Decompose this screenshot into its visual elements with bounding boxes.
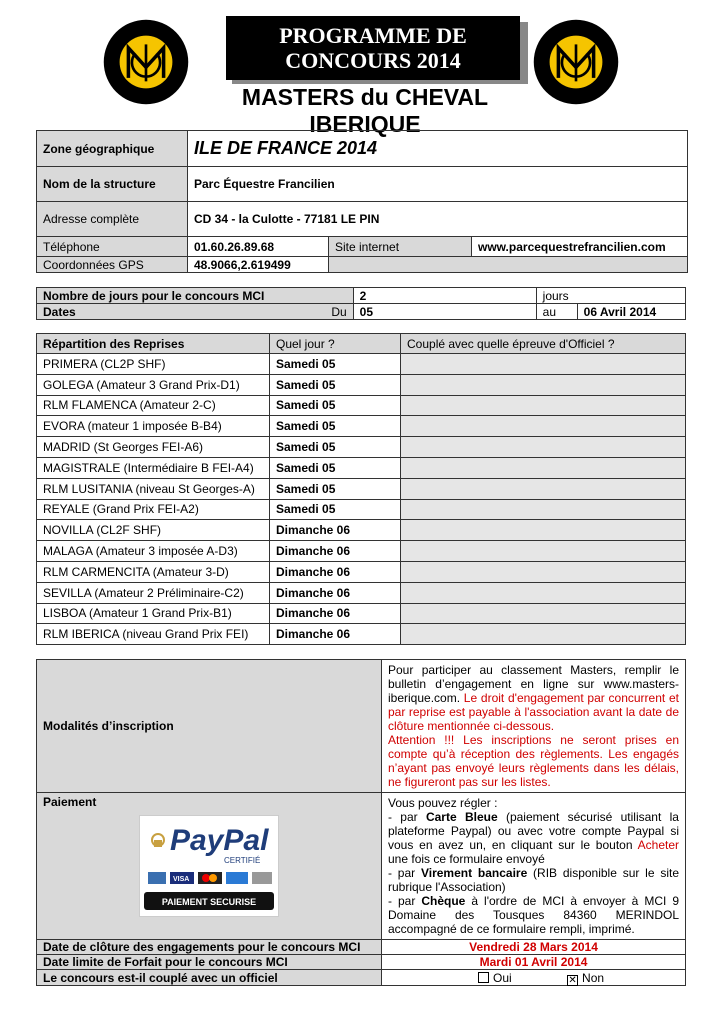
- reprise-name: PRIMERA (CL2P SHF): [37, 354, 270, 375]
- paiement-intro: Vous pouvez régler :: [388, 796, 498, 810]
- gps-value: 48.9066,2.619499: [188, 257, 329, 273]
- reprise-row: [37, 624, 686, 645]
- reprise-day: Dimanche 06: [270, 561, 401, 582]
- modalites-text2: Le droit d'engagement par concurrent et par reprise est payable à l'association avant la date de clôture mentionnée ci-dessous.: [388, 691, 679, 733]
- modalites-text: [382, 660, 686, 793]
- reprise-row: [37, 499, 686, 520]
- programme-line2: CONCOURS 2014: [285, 48, 461, 73]
- reprise-day: Dimanche 06: [270, 520, 401, 541]
- reprise-name: MALAGA (Amateur 3 imposée A-D3): [37, 541, 270, 562]
- jours-label: jours: [536, 288, 685, 304]
- couple-options: [382, 970, 686, 986]
- reprise-name: LISBOA (Amateur 1 Grand Prix-B1): [37, 603, 270, 624]
- reprise-name: RLM IBERICA (niveau Grand Prix FEI): [37, 624, 270, 645]
- paiement-vir-bold: Virement bancaire: [420, 866, 528, 880]
- reprise-name: NOVILLA (CL2F SHF): [37, 520, 270, 541]
- dates-label: Dates: [37, 304, 233, 320]
- acheter-link[interactable]: Acheter: [637, 838, 679, 852]
- reprise-row: [37, 354, 686, 375]
- nom-value: Parc Équestre Francilien: [188, 167, 688, 202]
- reprise-officiel[interactable]: [401, 499, 686, 520]
- reprises-header-name: Répartition des Reprises: [37, 334, 270, 354]
- reprise-row: [37, 561, 686, 582]
- reprise-name: MADRID (St Georges FEI-A6): [37, 437, 270, 458]
- reprise-day: Dimanche 06: [270, 603, 401, 624]
- paypal-badge-icon: [140, 816, 278, 916]
- reprise-row: [37, 603, 686, 624]
- reprise-name: RLM LUSITANIA (niveau St Georges-A): [37, 478, 270, 499]
- reprise-officiel[interactable]: [401, 416, 686, 437]
- modalites-text1: Pour participer au classement Masters, remplir le bulletin d’engagement en ligne sur www.masters-iberique.com.: [388, 663, 679, 705]
- reprise-officiel[interactable]: [401, 520, 686, 541]
- reprise-row: [37, 478, 686, 499]
- card-visa: VISA: [173, 876, 190, 883]
- paiement-cb-bold: Carte Bleue: [425, 810, 498, 824]
- nb-jours-value: 2: [353, 288, 536, 304]
- gps-empty: [329, 257, 688, 273]
- nb-jours-label: Nombre de jours pour le concours MCI: [37, 288, 354, 304]
- site-value[interactable]: www.parcequestrefrancilien.com: [472, 237, 688, 257]
- reprise-day: Samedi 05: [270, 374, 401, 395]
- du-label: Du: [232, 304, 353, 320]
- paypal-wordmark: PayPal: [170, 824, 269, 857]
- reprises-body: [37, 354, 686, 645]
- forfait-value: Mardi 01 Avril 2014: [382, 955, 686, 970]
- oui-label: Oui: [493, 970, 512, 985]
- reprise-name: MAGISTRALE (Intermédiaire B FEI-A4): [37, 457, 270, 478]
- reprise-name: EVORA (mateur 1 imposée B-B4): [37, 416, 270, 437]
- reprise-officiel[interactable]: [401, 561, 686, 582]
- reprise-officiel[interactable]: [401, 603, 686, 624]
- non-label: Non: [582, 970, 605, 985]
- forfait-label: Date limite de Forfait pour le concours MCI: [37, 955, 382, 970]
- reprise-name: REYALE (Grand Prix FEI-A2): [37, 499, 270, 520]
- mci-logo-right: [532, 18, 620, 106]
- paiement-vir-text: (RIB disponible sur le site rubrique l'Association): [388, 866, 679, 894]
- paypal-securise: PAIEMENT SECURISE: [161, 897, 257, 907]
- non-checkbox[interactable]: ✕: [568, 974, 577, 986]
- reprise-day: Dimanche 06: [270, 582, 401, 603]
- reprise-officiel[interactable]: [401, 541, 686, 562]
- tel-value: 01.60.26.89.68: [188, 237, 329, 257]
- reprises-header-day: Quel jour ?: [270, 334, 401, 354]
- couple-label: Le concours est-il couplé avec un officiel: [37, 970, 382, 986]
- au-label: au: [536, 304, 577, 320]
- paiement-text: [382, 793, 686, 940]
- du-value: 05: [353, 304, 536, 320]
- reprise-officiel[interactable]: [401, 624, 686, 645]
- paiement-chq-prefix: - par: [388, 894, 422, 908]
- reprise-officiel[interactable]: [401, 478, 686, 499]
- paypal-certifie: CERTIFIÉ: [224, 856, 261, 865]
- reprise-day: Dimanche 06: [270, 541, 401, 562]
- reprise-day: Samedi 05: [270, 395, 401, 416]
- reprise-day: Dimanche 06: [270, 624, 401, 645]
- reprise-officiel[interactable]: [401, 354, 686, 375]
- reprise-day: Samedi 05: [270, 457, 401, 478]
- tel-label: Téléphone: [37, 237, 188, 257]
- reprise-day: Samedi 05: [270, 437, 401, 458]
- paiement-cb-end: une fois ce formulaire envoyé: [388, 852, 545, 866]
- paiement-cb-text: (paiement sécurisé utilisant la plateforme Paypal) ou avec votre compte Paypal si vous en avez un, en cliquant sur le bouton: [388, 810, 679, 852]
- reprise-day: Samedi 05: [270, 354, 401, 375]
- reprise-name: RLM FLAMENCA (Amateur 2-C): [37, 395, 270, 416]
- mci-logo-left: [102, 18, 190, 106]
- reprise-row: [37, 437, 686, 458]
- oui-checkbox[interactable]: [478, 972, 489, 983]
- gps-label: Coordonnées GPS: [37, 257, 188, 273]
- zone-value: ILE DE FRANCE 2014: [188, 131, 688, 167]
- reprise-row: [37, 457, 686, 478]
- reprise-day: Samedi 05: [270, 499, 401, 520]
- reprises-table: [36, 333, 686, 645]
- reprise-officiel[interactable]: [401, 395, 686, 416]
- reprise-officiel[interactable]: [401, 582, 686, 603]
- adresse-label: Adresse complète: [37, 202, 188, 237]
- reprise-row: [37, 520, 686, 541]
- reprise-row: [37, 416, 686, 437]
- paiement-chq-text: à l'ordre de MCI à envoyer à MCI 9 Domaine des Tousques 84360 MERINDOL accompagné de ce formulaire rempli, imprimé.: [388, 894, 680, 936]
- paiement-cell: [37, 793, 382, 940]
- reprise-row: [37, 374, 686, 395]
- reprise-name: RLM CARMENCITA (Amateur 3-D): [37, 561, 270, 582]
- reprise-officiel[interactable]: [401, 437, 686, 458]
- reprise-day: Samedi 05: [270, 416, 401, 437]
- modalites-text3: Attention !!! Les inscriptions ne seront prises en compte qu’à réception des règlements. Les engagés n’ayant pas envoyé leurs règlements dans les délais, ne figureront pas sur les listes.: [388, 733, 679, 789]
- reprise-day: Samedi 05: [270, 478, 401, 499]
- au-value: 06 Avril 2014: [577, 304, 685, 320]
- reprise-officiel[interactable]: [401, 374, 686, 395]
- site-label: Site internet: [329, 237, 472, 257]
- paypal-certifie-logo: [139, 815, 279, 917]
- reprise-name: GOLEGA (Amateur 3 Grand Prix-D1): [37, 374, 270, 395]
- paiement-chq-bold: Chèque: [421, 894, 466, 908]
- paiement-vir-prefix: - par: [388, 866, 421, 880]
- programme-line1: PROGRAMME DE: [279, 23, 467, 48]
- reprise-officiel[interactable]: [401, 457, 686, 478]
- modalites-label: Modalités d’inscription: [37, 660, 382, 793]
- page-title: MASTERS du CHEVAL IBERIQUE: [241, 84, 489, 137]
- paiement-label: Paiement: [43, 795, 97, 809]
- cloture-label: Date de clôture des engagements pour le concours MCI: [37, 940, 382, 955]
- reprise-row: [37, 395, 686, 416]
- reprise-row: [37, 541, 686, 562]
- reprises-header-officiel: Couplé avec quelle épreuve d'Officiel ?: [401, 334, 686, 354]
- adresse-value: CD 34 - la Culotte - 77181 LE PIN: [188, 202, 688, 237]
- concours-table: [36, 287, 686, 320]
- reprise-row: [37, 582, 686, 603]
- structure-table: [36, 130, 688, 273]
- zone-label: Zone géographique: [37, 131, 188, 167]
- paiement-cb-prefix: - par: [388, 810, 426, 824]
- reprise-name: SEVILLA (Amateur 2 Préliminaire-C2): [37, 582, 270, 603]
- programme-banner: [226, 16, 520, 80]
- inscription-table: [36, 659, 686, 986]
- nom-label: Nom de la structure: [37, 167, 188, 202]
- cloture-value: Vendredi 28 Mars 2014: [382, 940, 686, 955]
